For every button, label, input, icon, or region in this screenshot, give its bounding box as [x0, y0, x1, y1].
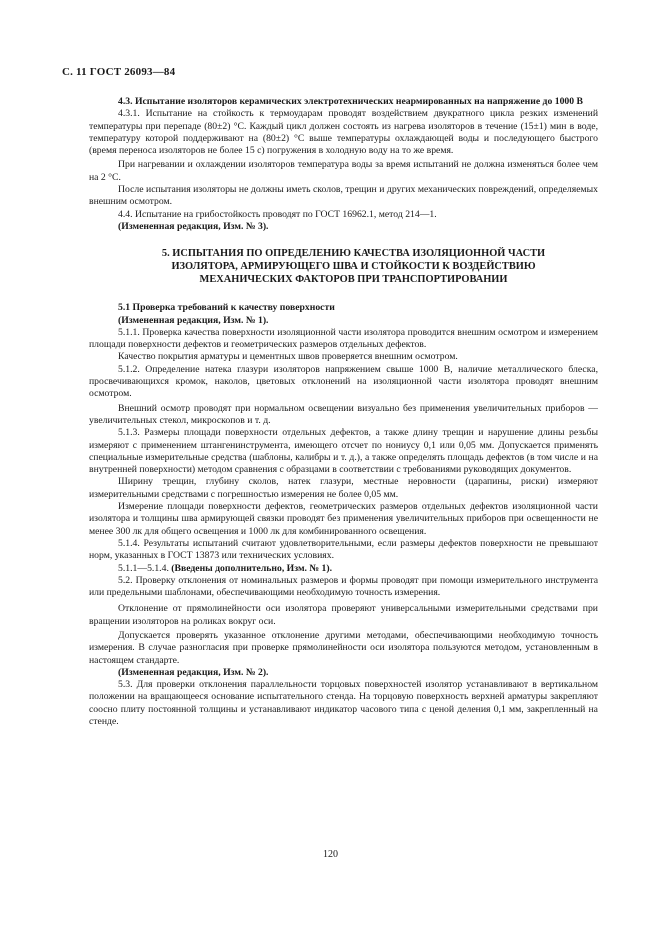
page-header: С. 11 ГОСТ 26093—84 [62, 66, 176, 78]
subsection-heading: 5.1 Проверка требований к качеству поверхности [118, 302, 335, 314]
paragraph: Ширину трещин, глубину сколов, натек глазури, местные неровности (царапины, риски) измеряют измерительными средствами с погрешностью измерения не более 0,05 мм. [89, 476, 598, 500]
paragraph: 4.3. Испытание изоляторов керамических электротехнических неармированных на напряжение до 1000 В [118, 96, 583, 107]
paragraph-ref: 5.1.1—5.1.4. [118, 562, 172, 574]
paragraph: 4.4. Испытание на грибостойкость проводят по ГОСТ 16962.1, метод 214—1. [118, 208, 437, 220]
paragraph: После испытания изоляторы не должны иметь сколов, трещин и других механических повреждений, определяемых внешним осмотром. [89, 184, 598, 208]
paragraph: 5.1.1. Проверка качества поверхности изоляционной части изолятора проводится внешним осмотром и измерением площади поверхности дефектов и геометрических размеров отдельных дефектов. [89, 326, 598, 351]
paragraph: Отклонение от прямолинейности оси изолятора проверяют универсальными измерительными средствами при вращении изоляторов на роликах вокруг оси. [89, 603, 598, 627]
paragraph: 4.3.1. Испытание на стойкость к термоударам проводят воздействием двукратного цикла резких изменений температуры при перепаде (80±2) °С. Каждый цикл должен состоять из нагрева изоляторов в течение (15±1) мин в воде, температуру которой поддерживают на (80±2) °С выше температуры охлаждающей воды и последующего быстрого (время переноса изоляторов не более 15 с) погружения в холодную воду на то же время. [89, 108, 598, 157]
paragraph: 5.1.4. Результаты испытаний считают удовлетворительными, если размеры дефектов поверхности не превышают норм, указанных в ГОСТ 13873 или технических условиях. [89, 537, 598, 562]
section-title [89, 247, 598, 286]
paragraph: Измерение площади поверхности дефектов, геометрических размеров отдельных дефектов изоляционной части изолятора и толщины шва армирующей связки проводят без применения увеличительных приборов при освещенности не менее 300 лк для общего освещения и 1000 лк для комбинированного освещения. [89, 501, 598, 537]
page-number: 120 [323, 849, 338, 860]
paragraph: Допускается проверять указанное отклонение другими методами, обеспечивающими необходимую точность измерения. В случае разногласия при проверке прямолинейности оси изолятора пользуются методом, установленным в настоящем стандарте. [89, 629, 598, 666]
paragraph: Внешний осмотр проводят при нормальном освещении визуально без применения увеличительных приборов — увеличительных стекол, микроскопов и т. д. [89, 402, 598, 426]
paragraph [89, 563, 598, 575]
section-title-line: МЕХАНИЧЕСКИХ ФАКТОРОВ ПРИ ТРАНСПОРТИРОВАНИИ [199, 274, 508, 286]
paragraph: 5.1.2. Определение натека глазури изоляторов напряжением свыше 1000 В, наличие металлического блеска, просвечивающихся кромок, наколов, цветовых отклонений на изоляционной части изолятора проводят внешним осмотром. [89, 363, 598, 400]
section-title-line: 5. ИСПЫТАНИЯ ПО ОПРЕДЕЛЕНИЮ КАЧЕСТВА ИЗОЛЯЦИОННОЙ ЧАСТИ [161, 248, 546, 260]
paragraph: Качество покрытия арматуры и цементных швов проверяется внешним осмотром. [118, 351, 458, 363]
section-title-line: ИЗОЛЯТОРА, АРМИРУЮЩЕГО ШВА И СТОЙКОСТИ К ВОЗДЕЙСТВИЮ [171, 261, 536, 273]
amendment-note: (Измененная редакция, Изм. № 3). [118, 220, 269, 232]
document-body [89, 96, 598, 728]
paragraph: 5.3. Для проверки отклонения параллельности торцовых поверхностей изолятор устанавливают в вертикальном положении на вращающееся основание испытательного стенда. На торцовую поверхность верхней арматуры закрепляют соосно плиту постоянной толщины и устанавливают индикатор часового типа с ценой деления 0,1 мм, закрепленный на стенде. [89, 679, 598, 728]
amendment-note: (Измененная редакция, Изм. № 1). [118, 314, 269, 326]
amendment-note: (Введены дополнительно, Изм. № 1). [171, 562, 333, 574]
paragraph: При нагревании и охлаждении изоляторов температура воды за время испытаний не должна изменяться более чем на 2 °С. [89, 159, 598, 183]
paragraph: 5.2. Проверку отклонения от номинальных размеров и формы проводят при помощи измерительного инструмента или предельными шаблонами, обеспечивающими необходимую точность измерения. [89, 574, 598, 599]
amendment-note: (Измененная редакция, Изм. № 2). [118, 666, 269, 678]
paragraph: 5.1.3. Размеры площади поверхности отдельных дефектов, а также длину трещин и нарушение длины резьбы измеряют с применением штангенинструмента, имеющего отсчет по нониусу 0,1 или 0,05 мм. Допускается применять специальные измерительные средства (шаблоны, калибры и т. д.), а также определять площадь дефектов (в том числе и на внутренней поверхности) методом сравнения с образцами в соответствии с требованиями руководящих документов. [89, 427, 598, 476]
